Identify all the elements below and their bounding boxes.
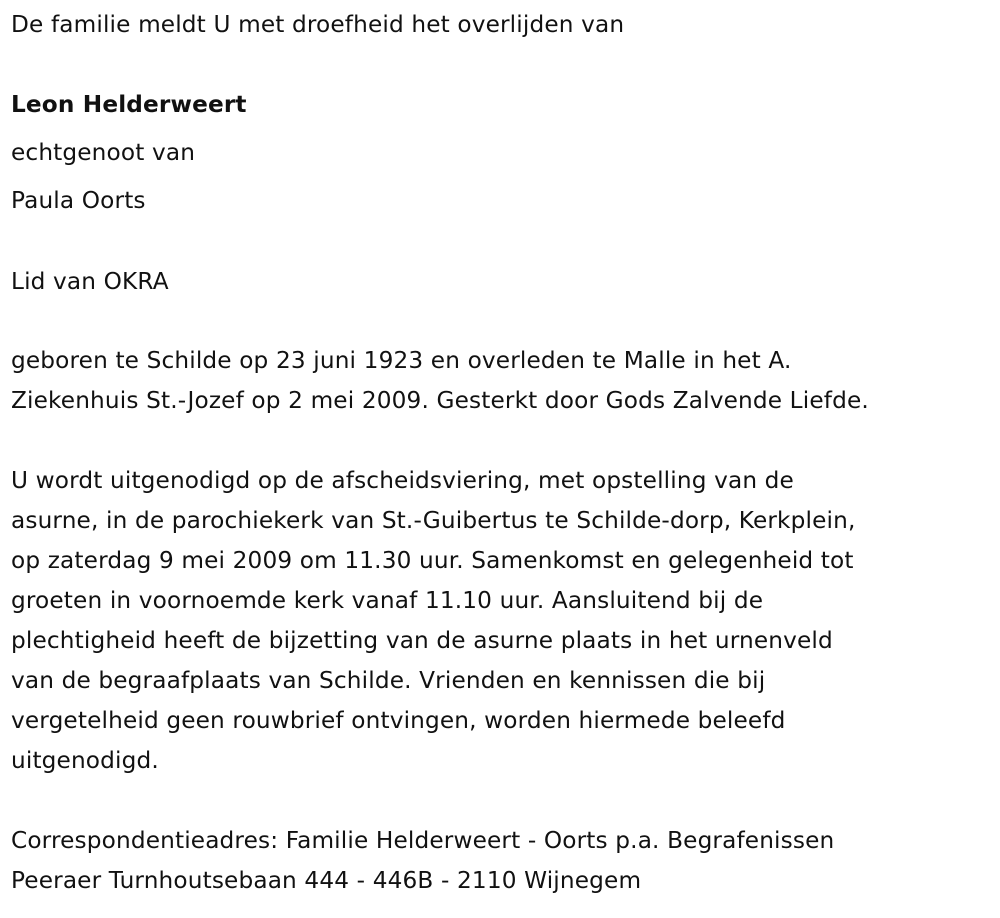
- ceremony-line: U wordt uitgenodigd op de afscheidsviering, met opstelling van de: [11, 467, 794, 494]
- birth-death-line: Ziekenhuis St.-Jozef op 2 mei 2009. Gesterkt door Gods Zalvende Liefde.: [11, 387, 869, 414]
- correspondence-line: Correspondentieadres: Familie Helderweert - Oorts p.a. Begrafenissen: [11, 827, 835, 854]
- ceremony-line: groeten in voornoemde kerk vanaf 11.10 uur. Aansluitend bij de: [11, 587, 764, 614]
- relation-text: echtgenoot van: [11, 139, 196, 166]
- spouse-name: Paula Oorts: [11, 187, 146, 214]
- ceremony-line: plechtigheid heeft de bijzetting van de asurne plaats in het urnenveld: [11, 627, 833, 654]
- intro-text: De familie meldt U met droefheid het overlijden van: [11, 11, 625, 38]
- ceremony-line: vergetelheid geen rouwbrief ontvingen, worden hiermede beleefd: [11, 707, 786, 734]
- birth-death-line: geboren te Schilde op 23 juni 1923 en overleden te Malle in het A.: [11, 347, 792, 374]
- correspondence-line: Peeraer Turnhoutsebaan 444 - 446B - 2110 Wijnegem: [11, 867, 642, 894]
- ceremony-line: asurne, in de parochiekerk van St.-Guibertus te Schilde-dorp, Kerkplein,: [11, 507, 856, 534]
- ceremony-line: van de begraafplaats van Schilde. Vrienden en kennissen die bij: [11, 667, 766, 694]
- membership-text: Lid van OKRA: [11, 268, 169, 295]
- deceased-name: Leon Helderweert: [11, 91, 247, 118]
- ceremony-line: uitgenodigd.: [11, 747, 159, 774]
- ceremony-line: op zaterdag 9 mei 2009 om 11.30 uur. Samenkomst en gelegenheid tot: [11, 547, 854, 574]
